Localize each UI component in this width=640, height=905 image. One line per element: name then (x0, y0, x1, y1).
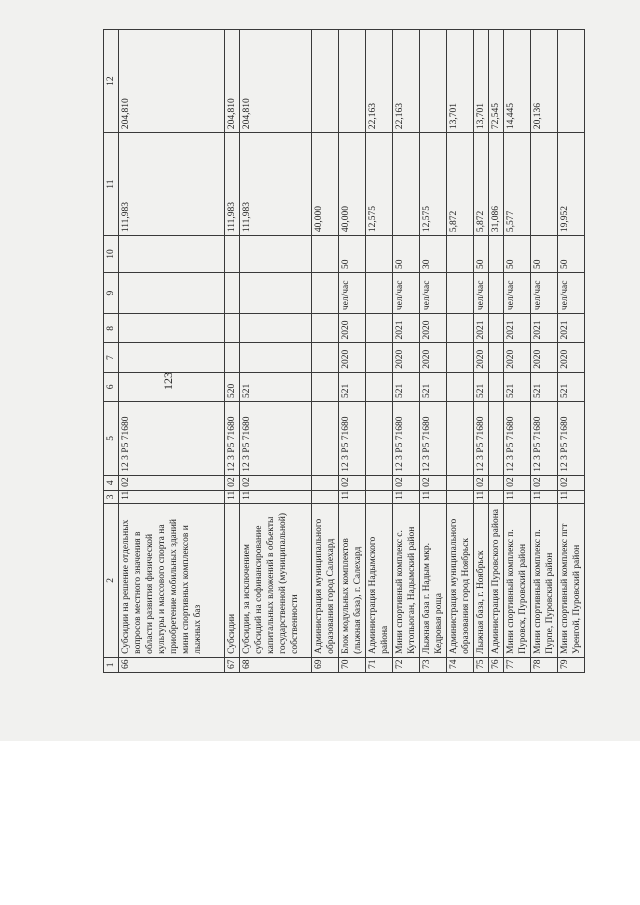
header-cell: 10 (104, 236, 119, 273)
end-year-cell (366, 314, 393, 343)
subsection-cell (489, 475, 504, 490)
start-year-cell (447, 343, 474, 372)
amount-2020-cell (393, 133, 420, 236)
amount-2021-cell (339, 30, 366, 133)
amount-2020-cell: 5,872 (474, 133, 489, 236)
table-row (240, 30, 312, 673)
amount-2020-cell: 40,000 (312, 133, 339, 236)
amount-2020-cell: 111,983 (119, 133, 225, 236)
target-article-cell: 12 3 P5 71680 (339, 401, 366, 475)
target-article-cell: 12 3 P5 71680 (504, 401, 531, 475)
capacity-cell (489, 236, 504, 273)
table-row (339, 30, 366, 673)
capacity-cell (225, 236, 240, 273)
section-cell: 11 (531, 490, 558, 503)
expense-type-cell (312, 372, 339, 401)
amount-2021-cell (420, 30, 447, 133)
item-name-cell: Блок модульных комплектов (лыжная база), г. Салехард (339, 503, 366, 657)
end-year-cell (489, 314, 504, 343)
amount-2021-cell: 13,701 (447, 30, 474, 133)
start-year-cell: 2020 (339, 343, 366, 372)
row-number-cell: 69 (312, 657, 339, 672)
unit-cell: чел/час (339, 272, 366, 313)
subsection-cell: 02 (558, 475, 585, 490)
subsection-cell: 02 (339, 475, 366, 490)
section-cell: 11 (339, 490, 366, 503)
item-name-cell: Мини спортивный комплекс пгт Уренгой, Пуровский район (558, 503, 585, 657)
section-cell (447, 490, 474, 503)
section-cell (366, 490, 393, 503)
amount-2021-cell: 204,810 (225, 30, 240, 133)
capacity-cell: 50 (558, 236, 585, 273)
amount-2020-cell: 111,983 (240, 133, 312, 236)
unit-cell: чел/час (420, 272, 447, 313)
section-cell: 11 (225, 490, 240, 503)
amount-2021-cell: 22,163 (393, 30, 420, 133)
item-name-cell: Субсидии на решение отдельных вопросов местного значения в области развития физической культуры и массового спорта на приобретение мобильных зданий мини спортивных комплексов и лыжных баз (119, 503, 225, 657)
end-year-cell: 2021 (558, 314, 585, 343)
row-number-cell: 74 (447, 657, 474, 672)
end-year-cell (447, 314, 474, 343)
amount-2021-cell: 204,810 (240, 30, 312, 133)
start-year-cell (366, 343, 393, 372)
capacity-cell (366, 236, 393, 273)
unit-cell (447, 272, 474, 313)
unit-cell (119, 272, 225, 313)
subsection-cell: 02 (240, 475, 312, 490)
amount-2021-cell: 13,701 (474, 30, 489, 133)
amount-2021-cell: 204,810 (119, 30, 225, 133)
budget-table (103, 29, 585, 673)
header-cell: 12 (104, 30, 119, 133)
header-cell: 3 (104, 490, 119, 503)
subsection-cell: 02 (393, 475, 420, 490)
unit-cell: чел/час (474, 272, 489, 313)
header-cell: 8 (104, 314, 119, 343)
section-cell: 11 (119, 490, 225, 503)
header-cell: 11 (104, 133, 119, 236)
target-article-cell (366, 401, 393, 475)
row-number-cell: 76 (489, 657, 504, 672)
item-name-cell: Администрация Пуровского района (489, 503, 504, 657)
expense-type-cell (366, 372, 393, 401)
amount-2021-cell: 72,545 (489, 30, 504, 133)
header-row (104, 30, 119, 673)
expense-type-cell: 521 (531, 372, 558, 401)
table-row (393, 30, 420, 673)
expense-type-cell: 521 (558, 372, 585, 401)
amount-2021-cell: 22,163 (366, 30, 393, 133)
unit-cell (489, 272, 504, 313)
subsection-cell (366, 475, 393, 490)
row-number-cell: 78 (531, 657, 558, 672)
table-body (104, 30, 585, 673)
header-cell: 4 (104, 475, 119, 490)
start-year-cell: 2020 (558, 343, 585, 372)
subsection-cell: 02 (225, 475, 240, 490)
page-number: 123 (161, 372, 175, 390)
end-year-cell: 2021 (393, 314, 420, 343)
capacity-cell (447, 236, 474, 273)
amount-2020-cell (531, 133, 558, 236)
row-number-cell: 75 (474, 657, 489, 672)
start-year-cell (119, 343, 225, 372)
amount-2020-cell: 5,872 (447, 133, 474, 236)
amount-2021-cell: 20,136 (531, 30, 558, 133)
subsection-cell: 02 (531, 475, 558, 490)
row-number-cell: 73 (420, 657, 447, 672)
target-article-cell: 12 3 P5 71680 (240, 401, 312, 475)
end-year-cell (312, 314, 339, 343)
table-row (420, 30, 447, 673)
header-cell: 1 (104, 657, 119, 672)
start-year-cell: 2020 (531, 343, 558, 372)
amount-2020-cell: 40,000 (339, 133, 366, 236)
capacity-cell: 50 (504, 236, 531, 273)
expense-type-cell: 521 (240, 372, 312, 401)
capacity-cell: 50 (339, 236, 366, 273)
section-cell: 11 (240, 490, 312, 503)
end-year-cell: 2021 (504, 314, 531, 343)
unit-cell (312, 272, 339, 313)
capacity-cell (119, 236, 225, 273)
subsection-cell: 02 (420, 475, 447, 490)
subsection-cell: 02 (119, 475, 225, 490)
unit-cell: чел/час (558, 272, 585, 313)
section-cell: 11 (474, 490, 489, 503)
start-year-cell: 2020 (474, 343, 489, 372)
expense-type-cell (489, 372, 504, 401)
unit-cell: чел/час (504, 272, 531, 313)
target-article-cell: 12 3 P5 71680 (531, 401, 558, 475)
capacity-cell: 50 (474, 236, 489, 273)
section-cell (312, 490, 339, 503)
amount-2021-cell: 14,445 (504, 30, 531, 133)
unit-cell (366, 272, 393, 313)
target-article-cell (489, 401, 504, 475)
target-article-cell (447, 401, 474, 475)
header-cell: 6 (104, 372, 119, 401)
item-name-cell: Лыжная база г. Надым мкр. Кедровая роща (420, 503, 447, 657)
end-year-cell: 2020 (420, 314, 447, 343)
start-year-cell (225, 343, 240, 372)
row-number-cell: 70 (339, 657, 366, 672)
item-name-cell: Субсидии, за исключением субсидий на софинансирование капитальных вложений в объекты государственной (муниципальной) собственности (240, 503, 312, 657)
item-name-cell: Субсидии (225, 503, 240, 657)
target-article-cell: 12 3 P5 71680 (393, 401, 420, 475)
amount-2020-cell: 111,983 (225, 133, 240, 236)
start-year-cell: 2020 (420, 343, 447, 372)
unit-cell: чел/час (393, 272, 420, 313)
start-year-cell (489, 343, 504, 372)
unit-cell (240, 272, 312, 313)
target-article-cell: 12 3 P5 71680 (420, 401, 447, 475)
header-cell: 7 (104, 343, 119, 372)
row-number-cell: 67 (225, 657, 240, 672)
table-row (366, 30, 393, 673)
row-number-cell: 68 (240, 657, 312, 672)
end-year-cell: 2021 (474, 314, 489, 343)
end-year-cell (119, 314, 225, 343)
item-name-cell: Мини спортивный комплекс п. Пуровск, Пуровский район (504, 503, 531, 657)
start-year-cell: 2020 (393, 343, 420, 372)
row-number-cell: 79 (558, 657, 585, 672)
expense-type-cell: 520 (225, 372, 240, 401)
table-row (504, 30, 531, 673)
item-name-cell: Администрация муниципального образования город Ноябрьск (447, 503, 474, 657)
item-name-cell: Мини спортивный комплекс п. Пурпе, Пуровский район (531, 503, 558, 657)
amount-2020-cell: 31,086 (489, 133, 504, 236)
capacity-cell: 30 (420, 236, 447, 273)
budget-table-wrapper (103, 29, 582, 673)
amount-2021-cell (312, 30, 339, 133)
target-article-cell: 12 3 P5 71680 (558, 401, 585, 475)
item-name-cell: Лыжная база, г. Ноябрьск (474, 503, 489, 657)
target-article-cell: 12 3 P5 71680 (119, 401, 225, 475)
table-row (225, 30, 240, 673)
target-article-cell (312, 401, 339, 475)
expense-type-cell: 521 (339, 372, 366, 401)
start-year-cell (240, 343, 312, 372)
section-cell: 11 (420, 490, 447, 503)
end-year-cell (225, 314, 240, 343)
header-cell: 5 (104, 401, 119, 475)
unit-cell: чел/час (531, 272, 558, 313)
expense-type-cell: 521 (474, 372, 489, 401)
end-year-cell (240, 314, 312, 343)
amount-2020-cell: 12,575 (420, 133, 447, 236)
amount-2020-cell: 5,577 (504, 133, 531, 236)
subsection-cell: 02 (504, 475, 531, 490)
row-number-cell: 77 (504, 657, 531, 672)
capacity-cell (312, 236, 339, 273)
table-row (474, 30, 489, 673)
header-cell: 2 (104, 503, 119, 657)
expense-type-cell (119, 372, 225, 401)
row-number-cell: 66 (119, 657, 225, 672)
header-cell: 9 (104, 272, 119, 313)
amount-2021-cell (558, 30, 585, 133)
expense-type-cell: 521 (504, 372, 531, 401)
section-cell: 11 (393, 490, 420, 503)
table-row (558, 30, 585, 673)
start-year-cell: 2020 (504, 343, 531, 372)
item-name-cell: Мини спортивный комплекс с. Кутопьюган, Надымский район (393, 503, 420, 657)
table-row (489, 30, 504, 673)
item-name-cell: Администрация муниципального образования город Салехард (312, 503, 339, 657)
expense-type-cell (447, 372, 474, 401)
end-year-cell: 2021 (531, 314, 558, 343)
expense-type-cell: 521 (420, 372, 447, 401)
amount-2020-cell: 19,952 (558, 133, 585, 236)
section-cell (489, 490, 504, 503)
item-name-cell: Администрация Надымского района (366, 503, 393, 657)
section-cell: 11 (558, 490, 585, 503)
subsection-cell: 02 (474, 475, 489, 490)
subsection-cell (312, 475, 339, 490)
start-year-cell (312, 343, 339, 372)
amount-2020-cell: 12,575 (366, 133, 393, 236)
subsection-cell (447, 475, 474, 490)
expense-type-cell: 521 (393, 372, 420, 401)
unit-cell (225, 272, 240, 313)
table-row (531, 30, 558, 673)
capacity-cell: 50 (531, 236, 558, 273)
end-year-cell: 2020 (339, 314, 366, 343)
capacity-cell: 50 (393, 236, 420, 273)
target-article-cell: 12 3 P5 71680 (474, 401, 489, 475)
row-number-cell: 72 (393, 657, 420, 672)
capacity-cell (240, 236, 312, 273)
table-row (447, 30, 474, 673)
section-cell: 11 (504, 490, 531, 503)
target-article-cell: 12 3 P5 71680 (225, 401, 240, 475)
table-row (312, 30, 339, 673)
row-number-cell: 71 (366, 657, 393, 672)
table-row (119, 30, 225, 673)
